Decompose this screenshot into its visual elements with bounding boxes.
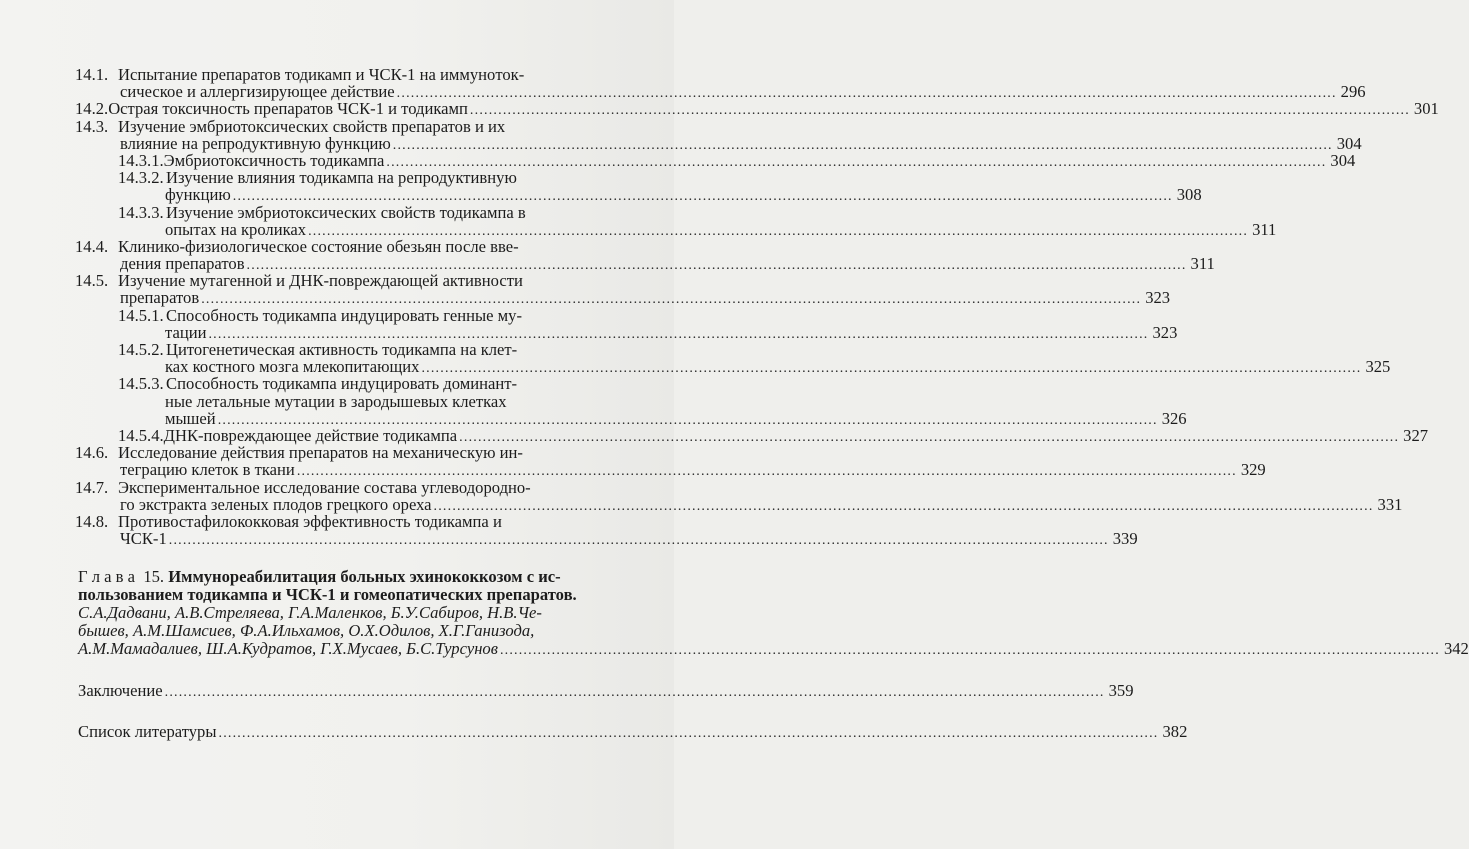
chapter-authors: С.А.Дадвани, А.В.Стреляева, Г.А.Маленков, Б.У.Сабиров, Н.В.Че- <box>78 603 542 623</box>
toc-entry[interactable] <box>75 340 1391 377</box>
entry-title: опытах на кроликах <box>165 219 307 239</box>
page-number: 323 <box>1145 288 1171 308</box>
toc-line <box>75 444 627 461</box>
toc-line <box>75 494 1403 514</box>
entry-number: 14.3.2. <box>118 168 164 188</box>
toc-entry[interactable] <box>75 168 1202 205</box>
entry-number: 14.5.2. <box>118 340 164 359</box>
chapter-entry[interactable] <box>75 567 1469 659</box>
page-number: 359 <box>1108 681 1134 701</box>
chapter-title: пользованием тодикампа и ЧСК-1 и гомеопатических препаратов. <box>78 585 577 605</box>
toc-line <box>75 529 1138 549</box>
entry-title: Заключение <box>78 681 163 701</box>
toc-line <box>75 393 627 410</box>
entry-title: Изучение эмбриотоксических свойств препаратов и их <box>118 116 506 136</box>
entry-title: ЧСК-1 <box>120 529 167 549</box>
dot-leader: ........................................................................................................................................................................................................ <box>421 361 1362 377</box>
page-number: 296 <box>1340 82 1366 102</box>
dot-leader: ........................................................................................................................................................................................................ <box>168 533 1109 549</box>
toc-line <box>75 288 1171 308</box>
entry-title: теграцию клеток в ткани <box>120 460 295 480</box>
entry-title: ДНК-повреждающее действие тодикампа <box>163 425 458 445</box>
page-number: 326 <box>1161 408 1187 428</box>
toc-line <box>75 460 1266 480</box>
entry-number: 14.3. <box>75 116 109 136</box>
page-number: 382 <box>1162 722 1188 742</box>
toc-entry[interactable] <box>75 305 1178 342</box>
toc-line <box>75 238 627 255</box>
toc-line <box>75 118 627 135</box>
dot-leader: ........................................................................................................................................................................................................ <box>499 643 1440 659</box>
toc-entry[interactable] <box>75 477 1403 514</box>
page-number: 329 <box>1240 460 1266 480</box>
dot-leader: ........................................................................................................................................................................................................ <box>296 464 1237 480</box>
entry-title: Эмбриотоксичность тодикампа <box>163 150 385 170</box>
entry-title: Экспериментальное исследование состава углеводородно- <box>118 477 531 497</box>
page-number: 325 <box>1365 357 1391 377</box>
page-number: 342 <box>1443 639 1469 659</box>
spacer <box>75 658 627 682</box>
entry-title: Острая токсичность препаратов ЧСК-1 и тодикамп <box>108 99 468 119</box>
toc-entry[interactable] <box>75 65 1366 102</box>
toc-line <box>75 272 627 289</box>
toc-line <box>75 99 1439 119</box>
entry-title: препаратов <box>120 288 200 308</box>
entry-title: Клинико-физиологическое состояние обезьян после вве- <box>118 236 519 256</box>
dot-leader: ........................................................................................................................................................................................................ <box>308 223 1249 239</box>
toc-line <box>78 639 1469 659</box>
page-number: 339 <box>1112 529 1138 549</box>
entry-title: Противостафилококковая эффективность тодикампа и <box>118 511 502 531</box>
dot-leader: ........................................................................................................................................................................................................ <box>201 292 1142 308</box>
toc-line <box>75 82 1366 102</box>
chapter-title: Иммунореабилитация больных эхинококкозом с ис- <box>168 567 561 587</box>
toc-entry[interactable] <box>75 443 1266 480</box>
dot-leader: ........................................................................................................................................................................................................ <box>164 685 1105 701</box>
toc-entry[interactable] <box>75 374 1187 428</box>
toc-line <box>78 604 627 622</box>
page-number: 311 <box>1190 254 1215 274</box>
dot-leader: ........................................................................................................................................................................................................ <box>246 258 1187 274</box>
table-of-contents <box>75 65 1469 742</box>
toc-entry[interactable] <box>75 511 1138 549</box>
page-number: 311 <box>1252 219 1277 239</box>
dot-leader: ........................................................................................................................................................................................................ <box>392 137 1333 153</box>
toc-line <box>75 341 627 358</box>
toc-line <box>75 425 1429 445</box>
toc-line <box>75 169 627 186</box>
toc-line <box>75 479 627 496</box>
dot-leader: ........................................................................................................................................................................................................ <box>396 86 1337 102</box>
dot-leader: ........................................................................................................................................................................................................ <box>218 726 1159 742</box>
entry-number: 14.6. <box>75 443 109 463</box>
chapter-authors: бышев, А.М.Шамсиев, Ф.А.Ильхамов, О.Х.Одилов, Х.Г.Ганизода, <box>78 621 535 641</box>
entry-title: влияние на репродуктивную функцию <box>120 133 391 153</box>
entry-number: 14.2. <box>75 99 109 119</box>
references-entry[interactable] <box>75 722 1188 742</box>
entry-number: 14.5. <box>75 271 109 291</box>
toc-line <box>75 307 627 324</box>
toc-line <box>75 204 627 221</box>
entry-title: Цитогенетическая активность тодикампа на клет- <box>166 340 518 359</box>
entry-title: Список литературы <box>78 722 217 742</box>
toc-line <box>75 150 1356 170</box>
toc-entry[interactable] <box>75 116 1362 153</box>
entry-title: Изучение мутагенной и ДНК-повреждающей активности <box>118 271 523 291</box>
toc-line <box>75 219 1277 239</box>
page-number: 304 <box>1330 150 1356 170</box>
dot-leader: ........................................................................................................................................................................................................ <box>433 498 1374 514</box>
toc-entry[interactable] <box>75 236 1215 274</box>
toc-line <box>75 375 627 392</box>
toc-entry[interactable] <box>75 150 1356 170</box>
toc-line <box>75 254 1215 274</box>
entry-number: 14.4. <box>75 236 109 256</box>
page-number: 308 <box>1176 185 1202 205</box>
entry-number: 14.5.1. <box>118 305 164 325</box>
entry-title: мышей <box>165 408 216 428</box>
toc-line <box>75 185 1202 205</box>
entry-number: 14.7. <box>75 477 109 497</box>
page-number: 301 <box>1413 99 1439 119</box>
entry-number: 14.1. <box>75 65 109 84</box>
entry-title: ные летальные мутации в зародышевых клетках <box>165 391 507 411</box>
dot-leader: ........................................................................................................................................................................................................ <box>232 189 1173 205</box>
toc-line <box>75 408 1187 428</box>
page-number: 304 <box>1336 133 1362 153</box>
entry-title: сическое и аллергизирующее действие <box>120 82 395 102</box>
entry-title: тации <box>165 322 207 342</box>
conclusion-entry[interactable] <box>75 681 1134 701</box>
entry-title: ках костного мозга млекопитающих <box>165 357 420 377</box>
dot-leader: ........................................................................................................................................................................................................ <box>208 326 1149 342</box>
spacer <box>75 699 627 723</box>
entry-title: Изучение эмбриотоксических свойств тодикампа в <box>166 202 526 222</box>
entry-number: 14.5.3. <box>118 374 164 394</box>
dot-leader: ........................................................................................................................................................................................................ <box>386 154 1327 170</box>
dot-leader: ........................................................................................................................................................................................................ <box>469 103 1410 119</box>
chapter-authors: А.М.Мамадалиев, Ш.А.Кудратов, Г.Х.Мусаев, Б.С.Турсунов <box>78 639 498 659</box>
entry-number: 14.3.1. <box>118 150 164 170</box>
entry-title: Исследование действия препаратов на механическую ин- <box>118 443 523 463</box>
page-number: 331 <box>1377 494 1403 514</box>
toc-line <box>78 622 627 640</box>
entry-number: 14.5.4. <box>118 425 164 445</box>
toc-line <box>75 357 1391 377</box>
toc-entry[interactable] <box>75 271 1171 308</box>
entry-title: дения препаратов <box>120 254 245 274</box>
entry-title: Способность тодикампа индуцировать доминант- <box>166 374 518 394</box>
dot-leader: ........................................................................................................................................................................................................ <box>217 412 1158 428</box>
toc-line <box>75 513 627 530</box>
page-number: 327 <box>1403 425 1429 445</box>
entry-number: 14.8. <box>75 511 109 531</box>
entry-title: го экстракта зеленых плодов грецкого ореха <box>120 494 432 514</box>
dot-leader: ........................................................................................................................................................................................................ <box>459 429 1400 445</box>
toc-entry[interactable] <box>75 425 1429 445</box>
toc-entry[interactable] <box>75 202 1277 239</box>
page-number: 323 <box>1152 322 1178 342</box>
toc-line <box>75 66 627 83</box>
chapter-label: Г л а в а 15. <box>78 567 169 587</box>
entry-number: 14.3.3. <box>118 202 164 222</box>
entry-title: Изучение влияния тодикампа на репродуктивную <box>166 168 517 188</box>
toc-line <box>78 568 627 586</box>
toc-line <box>75 133 1362 153</box>
toc-entry[interactable] <box>75 99 1439 119</box>
entry-title: Способность тодикампа индуцировать генные му- <box>166 305 523 325</box>
entry-title: Испытание препаратов тодикамп и ЧСК-1 на иммунoток- <box>118 65 525 84</box>
toc-line <box>78 586 627 604</box>
entry-title: функцию <box>165 185 231 205</box>
toc-line <box>75 322 1178 342</box>
